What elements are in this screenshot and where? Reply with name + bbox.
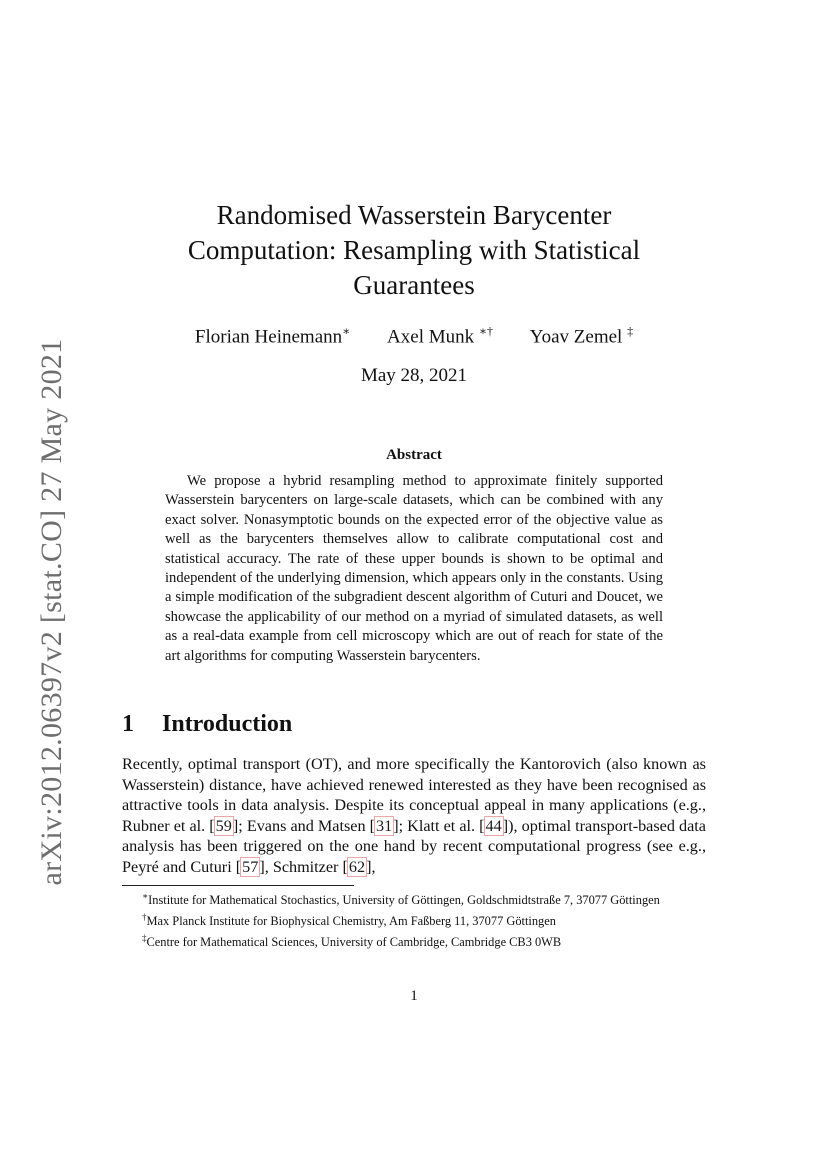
publication-date: May 28, 2021 [360, 365, 468, 386]
citation-link[interactable]: 57 [242, 857, 259, 876]
page-number: 1 [410, 988, 418, 1004]
abstract-body [165, 472, 663, 666]
citation-link[interactable]: 44 [485, 816, 502, 835]
footnote-affiliation-1 [122, 888, 706, 909]
author-affiliation-mark: ∗† [478, 324, 494, 338]
author-heinemann [195, 324, 350, 348]
author-affiliation-mark: ‡ [627, 324, 634, 338]
author-affiliation-mark: ∗ [342, 324, 351, 338]
footnote-affiliation-3 [122, 930, 706, 951]
intro-text-segment: ; Klatt et al. [398, 816, 480, 835]
author-name: Yoav Zemel [529, 326, 628, 348]
footnotes [122, 888, 706, 951]
footnote-mark: ‡ [142, 932, 147, 943]
paper-title [0, 198, 828, 303]
title-line-2: Computation: Resampling with Statistical [187, 235, 641, 265]
footnote-text: Centre for Mathematical Sciences, University of Cambridge, Cambridge CB3 0WB [146, 934, 562, 949]
intro-text-segment: , [371, 857, 376, 876]
author-list [0, 324, 828, 348]
section-title: Introduction [162, 711, 293, 737]
author-name: Florian Heinemann [194, 326, 343, 348]
author-name: Axel Munk [387, 326, 479, 348]
title-line-1: Randomised Wasserstein Barycenter [216, 200, 612, 230]
introduction-paragraph [122, 754, 706, 878]
footnote-divider [122, 885, 354, 886]
footnote-text: Max Planck Institute for Biophysical Chemistry, Am Faßberg 11, 37077 Göttingen [146, 914, 556, 929]
intro-text-segment: Recently, optimal transport (OT), and more specifically the Kantorovich (also known as Wasserstein) distance, have achieved renewed interested as they have been recognised as attractive tools in data analysis. Despite its conceptual appeal in many applications (e.g., Rubner et al. [122, 755, 706, 835]
footnote-affiliation-2 [122, 909, 706, 930]
title-line-3: Guarantees [353, 270, 475, 300]
introduction-text: Recently, optimal transport (OT), and more specifically the Kantorovich (also known as Wasserstein) distance, have achieved renewed interested as they have been recognised as attractive tools in data analysis. Despite its conceptual appeal in many applications (e.g., Rubner et al. [59]; Evans and Matsen [31]; Klatt et al. [44]), optimal transport-based data analysis has been triggered on the one hand by recent computational progress (see e.g., Peyré and Cuturi [57], Schmitzer [62], [122, 755, 706, 876]
citation-link[interactable]: 59 [215, 816, 232, 835]
citation-link[interactable]: 31 [376, 816, 393, 835]
citation-link[interactable]: 62 [348, 857, 366, 876]
abstract-text: We propose a hybrid resampling method to approximate finitely supported Wasserstein barycenters on large-scale datasets, which can be combined with any exact solver. Nonasymptotic bounds on the expected error of the objective value as well as the barycenters themselves allow to calibrate computational cost and statistical accuracy. The rate of these upper bounds is shown to be optimal and independent of the underlying dimension, which appears only in the constants. Using a simple modification of the subgradient descent algorithm of Cuturi and Doucet, we showcase the applicability of our method on a myriad of simulated datasets, as well as a real-data example from cell microscopy which are out of reach for state of the art algorithms for computing Wasserstein barycenters. [165, 473, 663, 664]
arxiv-identifier-stamp: arXiv:2012.06397v2 [stat.CO] 27 May 2021 [35, 338, 68, 886]
section-heading-introduction [122, 711, 292, 738]
footnote-mark: ∗ [142, 891, 149, 901]
intro-text-segment: , Schmitzer [264, 857, 343, 876]
abstract-heading: Abstract [386, 447, 442, 463]
intro-text-segment: ; Evans and Matsen [238, 816, 370, 835]
author-zemel [530, 324, 633, 348]
footnote-text: Institute for Mathematical Stochastics, University of Göttingen, Goldschmidtstraße 7, 37077 Göttingen [148, 893, 660, 908]
author-munk [387, 324, 493, 348]
intro-text-segment: ), optimal transport-based data analysis has been triggered on the one hand by recent computational progress (see e.g., Peyré and Cuturi [122, 816, 706, 876]
section-number: 1 [122, 711, 134, 737]
footnote-mark: † [142, 911, 147, 922]
